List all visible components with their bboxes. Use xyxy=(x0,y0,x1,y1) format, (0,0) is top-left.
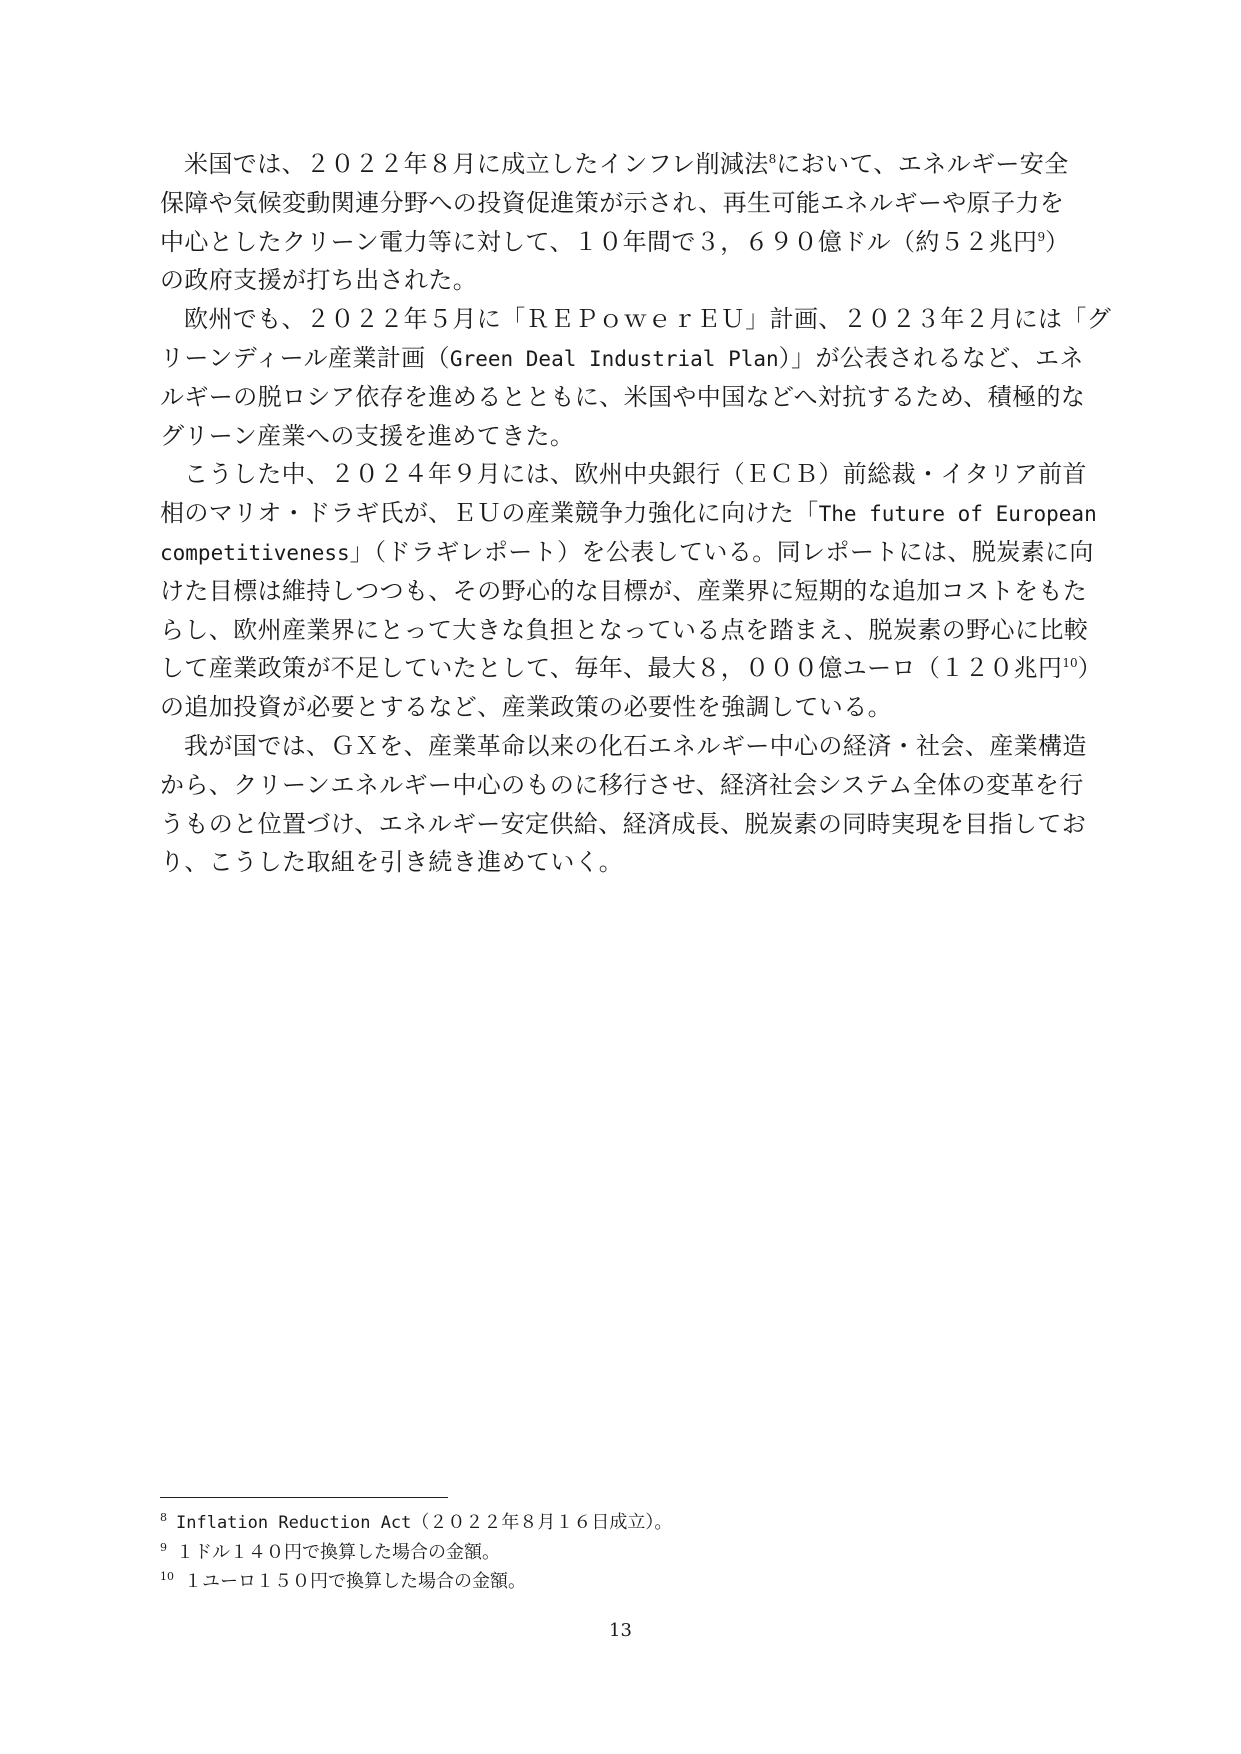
text-line: 中心としたクリーン電力等に対して、１０年間で３，６９０億ドル（約５２兆円$^9$） xyxy=(160,227,1070,256)
footnote-divider xyxy=(160,1497,448,1498)
paragraph-eu-repower xyxy=(160,300,1112,455)
text-line: 我が国では、ＧＸを、産業革命以来の化石エネルギー中心の経済・社会、産業構造 xyxy=(184,731,1087,760)
text-line: グリーン産業への支援を進めてきた。 xyxy=(160,421,575,450)
footnote-latin: Inflation Reduction Act xyxy=(176,1513,412,1533)
text-line: らし、欧州産業界にとって大きな負担となっている点を踏まえ、脱炭素の野心に比較 xyxy=(160,615,1089,644)
text-line: 米国では、２０２２年８月に成立したインフレ削減法$^8$において、エネルギー安全 xyxy=(184,150,1069,178)
text-line: リーンディール産業計画（Green Deal Industrial Plan）」が公表されるなど、エネ xyxy=(160,343,1084,372)
body-text xyxy=(160,145,1112,882)
text-line: competitiveness」（ドラギレポート）を公表している。同レポートには、脱炭素に向 xyxy=(160,537,1094,566)
text-line: の追加投資が必要とするなど、産業政策の必要性を強調している。 xyxy=(160,693,892,722)
footnote-item: 10 １ユーロ１５０円で換算した場合の金額。 xyxy=(160,1570,526,1592)
footnote-ref[interactable]: 8 xyxy=(768,152,777,166)
footnote-text: １ユーロ１５０円で換算した場合の金額。 xyxy=(184,1571,526,1592)
text-line: から、クリーンエネルギー中心のものに移行させ、経済社会システム全体の変革を行 xyxy=(160,770,1084,799)
footnote-text: （２０２２年８月１６日成立）。 xyxy=(411,1512,673,1533)
text-line: うものと位置づけ、エネルギー安定供給、経済成長、脱炭素の同時実現を目指してお xyxy=(160,809,1087,838)
footnote-item: 9 １ドル１４０円で換算した場合の金額。 xyxy=(160,1541,500,1563)
page-number: 13 xyxy=(609,1620,632,1641)
text-line: して産業政策が不足していたとして、毎年、最大８，０００億ユーロ（１２０兆円$^{10}$） xyxy=(160,654,1103,683)
text-line: けた目標は維持しつつも、その野心的な目標が、産業界に短期的な追加コストをもた xyxy=(160,576,1088,605)
paragraph-draghi-report xyxy=(160,455,1103,727)
text-line: の政府支援が打ち出された。 xyxy=(160,266,478,295)
text-line: こうした中、２０２４年９月には、欧州中央銀行（ＥＣＢ）前総裁・イタリア前首 xyxy=(184,460,1087,489)
text-line: 保障や気候変動関連分野への投資促進策が示され、再生可能エネルギーや原子力を xyxy=(160,188,1065,217)
text-line: ルギーの脱ロシア依存を進めるとともに、米国や中国などへ対抗するため、積極的な xyxy=(160,382,1086,411)
footnote-text: １ドル１４０円で換算した場合の金額。 xyxy=(176,1542,500,1563)
paragraph-japan-gx xyxy=(160,727,1090,882)
footnote-ref[interactable]: 9 xyxy=(1037,229,1046,244)
text-line: り、こうした取組を引き続き進めていく。 xyxy=(160,848,624,877)
footnote-ref[interactable]: 10 xyxy=(1062,656,1078,671)
text-line: 相のマリオ・ドラギ氏が、ＥＵの産業競争力強化に向けた「The future of European xyxy=(160,499,1097,528)
text-line: 欧州でも、２０２２年５月に「ＲＥＰｏｗｅｒＥＵ」計画、２０２３年２月には「グ xyxy=(184,305,1112,334)
paragraph-us-ira xyxy=(160,145,1090,300)
footnote-item: 8 Inflation Reduction Act（２０２２年８月１６日成立）。 xyxy=(160,1511,673,1533)
footnotes xyxy=(160,1508,1090,1596)
